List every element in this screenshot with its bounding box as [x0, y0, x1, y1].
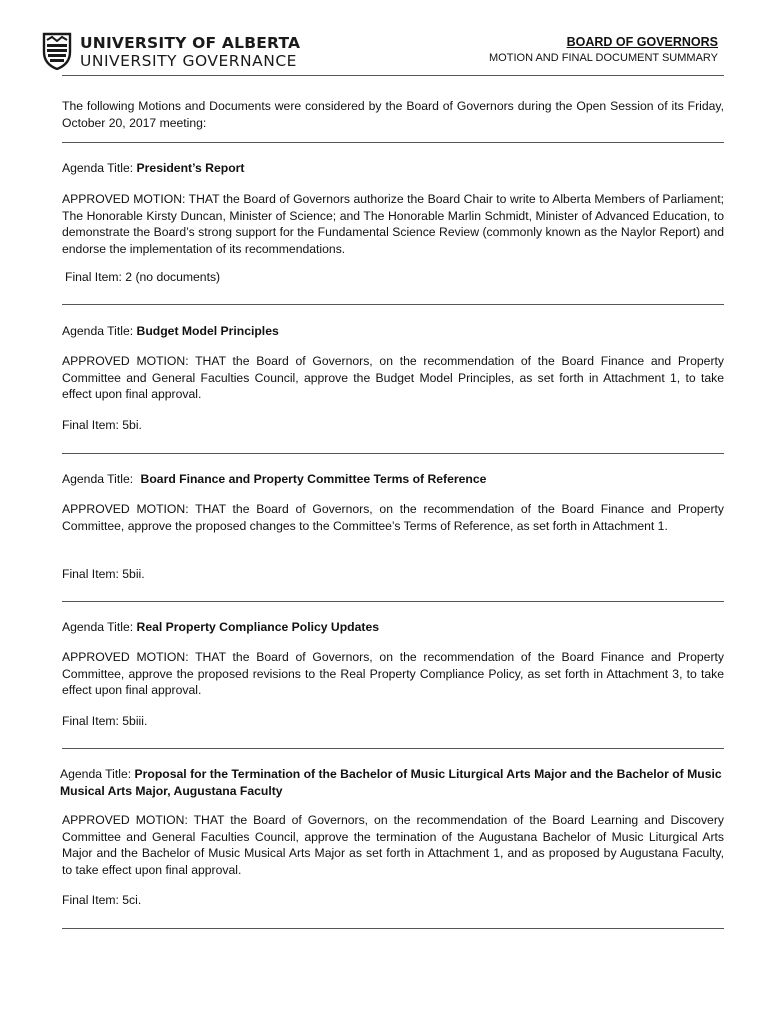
section-divider — [62, 928, 724, 929]
agenda-title-text: Real Property Compliance Policy Updates — [136, 620, 380, 634]
section-divider — [62, 142, 724, 143]
agenda-prefix: Agenda Title: — [62, 324, 134, 338]
agenda-title — [62, 471, 724, 488]
section-divider — [62, 304, 724, 305]
final-item: Final Item: 5bi. — [62, 418, 142, 432]
agenda-title-text: Proposal for the Termination of the Bachelor of Music Liturgical Arts Major and the Bachelor of Music Musical Arts Major, Augustana Faculty — [60, 767, 722, 798]
agenda-prefix: Agenda Title: — [62, 472, 134, 486]
section-divider — [62, 748, 724, 749]
motion-text: APPROVED MOTION: THAT the Board of Governors, on the recommendation of the Board Learning and Discovery Committee and General Faculties Council, approve the termination of the Augustana Bachelor of Music Liturgical Arts Major and the Bachelor of Music Musical Arts Major as set forth in Attachment 1, and as proposed by Augustana Faculty, to take effect upon final approval. — [62, 813, 724, 877]
intro-paragraph: The following Motions and Documents were considered by the Board of Governors during the Open Session of its Friday, October 20, 2017 meeting: — [62, 99, 724, 130]
motion-text: APPROVED MOTION: THAT the Board of Governors, on the recommendation of the Board Finance and Property Committee, approve the proposed revisions to the Real Property Compliance Policy, as set forth in Attachment 3, to take effect upon final approval. — [62, 650, 724, 697]
agenda-prefix: Agenda Title: — [60, 767, 132, 781]
final-item: Final Item: 2 (no documents) — [65, 270, 221, 284]
agenda-title — [60, 766, 722, 799]
university-name: UNIVERSITY OF ALBERTA — [80, 34, 301, 52]
final-item: Final Item: 5biii. — [62, 714, 148, 728]
final-item: Final Item: 5bii. — [62, 567, 145, 581]
header-divider — [62, 75, 724, 76]
agenda-title-text: President’s Report — [136, 161, 245, 175]
board-title: BOARD OF GOVERNORS — [566, 35, 718, 49]
board-subtitle: MOTION AND FINAL DOCUMENT SUMMARY — [489, 52, 718, 64]
section-divider — [62, 601, 724, 602]
motion-text: APPROVED MOTION: THAT the Board of Governors authorize the Board Chair to write to Alberta Members of Parliament; The Honorable Kirsty Duncan, Minister of Science; and The Honorable Marlin Schmidt, Minister of Advanced Education, to demonstrate the Board’s strong support for the Fundamental Science Review (commonly known as the Naylor Report) and endorse the implementation of its recommendations. — [62, 192, 724, 256]
agenda-title — [62, 323, 724, 340]
university-crest-icon — [42, 32, 72, 70]
motion-text: APPROVED MOTION: THAT the Board of Governors, on the recommendation of the Board Finance and Property Committee, approve the proposed changes to the Committee’s Terms of Reference, as set forth in Attachment 1. — [62, 502, 724, 533]
final-item: Final Item: 5ci. — [62, 893, 142, 907]
agenda-title-text: Budget Model Principles — [136, 324, 279, 338]
document-header — [40, 30, 724, 76]
agenda-title — [62, 160, 724, 177]
section-divider — [62, 453, 724, 454]
university-subtitle: UNIVERSITY GOVERNANCE — [80, 52, 297, 70]
motion-text: APPROVED MOTION: THAT the Board of Governors, on the recommendation of the Board Finance and Property Committee and General Faculties Council, approve the Budget Model Principles, as set forth in Attachment 1, to take effect upon final approval. — [62, 354, 724, 401]
agenda-title-text: Board Finance and Property Committee Terms of Reference — [140, 472, 487, 486]
agenda-title — [62, 619, 724, 636]
agenda-prefix: Agenda Title: — [62, 620, 134, 634]
agenda-prefix: Agenda Title: — [62, 161, 134, 175]
